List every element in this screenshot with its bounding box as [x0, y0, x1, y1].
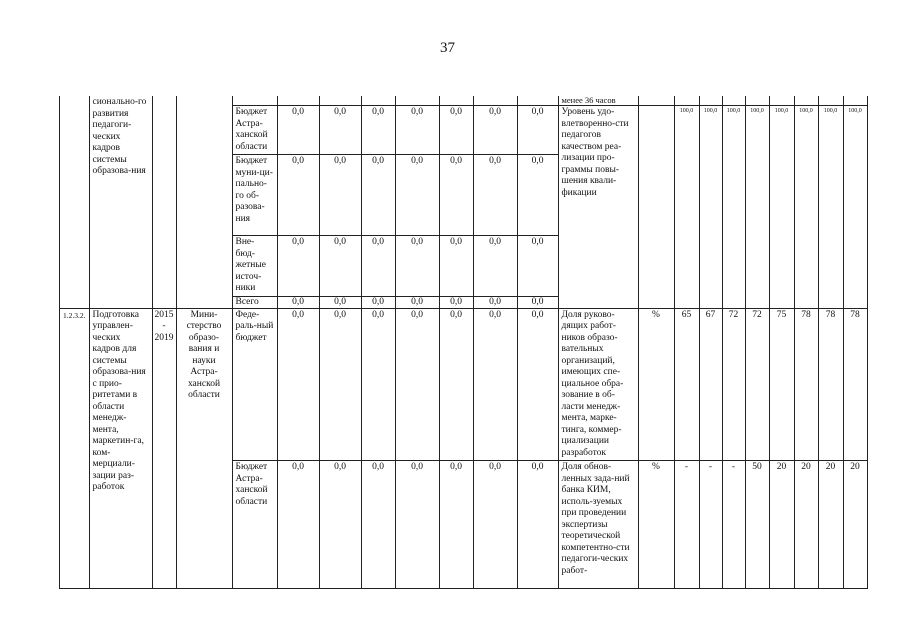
measure-code: 1.2.3.2.	[60, 308, 90, 589]
code-cell-continued	[60, 96, 90, 308]
years-cell: 2015 - 2019	[152, 308, 176, 589]
funding-source: Вне-бюд-жетные источ-ники	[232, 236, 277, 297]
funding-source: Бюджет муни-ци-пально-го об-разова-ния	[232, 155, 277, 236]
table-row: Вне-бюд-жетные источ-ники 0,0 0,0 0,0 0,0 0,0 0,0 0,0	[60, 236, 868, 297]
indicator-name: Уровень удо-влетворенно-сти педагогов качеством реа-лизации про-граммы повы-шения квали-фикации	[558, 106, 638, 309]
funding-source: Феде-раль-ный бюджет	[232, 308, 277, 461]
table-row-total: Всего 0,0 0,0 0,0 0,0 0,0 0,0 0,0	[60, 296, 868, 308]
measure-name: Подготовка управлен-ческих кадров для системы образова-ния с прио-ритетами в области менедж-мента, маркетин-га, ком-мерциали-зации раз-работок	[89, 308, 152, 589]
indicator-note: менее 36 часов	[558, 96, 638, 106]
indicator-name: Доля обнов-ленных зада-ний банка КИМ, исполь-зуемых при проведении экспертизы теоретической компетентно-сти педагоги-ческих работ-	[558, 461, 638, 589]
table-row: Бюджет Астра-ханской области 0,0 0,0 0,0 0,0 0,0 0,0 0,0 Уровень удо-влетворенно-сти педагогов качеством реа-лизации про-граммы повы-шения квали-фикации 100,0 100,0 100,0 100,0 100,0 100,0 100,0 100,0	[60, 106, 868, 155]
table-row: 1.2.3.2. Подготовка управлен-ческих кадров для системы образова-ния с прио-ритетами в области менедж-мента, маркетин-га, ком-мерциали-зации раз-работок 2015 - 2019 Мини-стерство образо-вания и науки Астра-ханской области Феде-раль-ный бюджет 0,0 0,0 0,0 0,0 0,0 0,0 0,0 Доля руково-дящих работ-ников образо-вательных организаций, имеющих спе-циальное обра-зование в об-ласти менедж-мента, марке-тинга, коммер-циализации разработок % 65 67 72 72 75 78 78 78	[60, 308, 868, 461]
indicator-name: Доля руково-дящих работ-ников образо-вательных организаций, имеющих спе-циальное обра-зование в об-ласти менедж-мента, марке-тинга, коммер-циализации разработок	[558, 308, 638, 461]
unit-cell	[638, 106, 674, 309]
unit-cell: %	[638, 461, 674, 589]
years-cell-continued	[152, 96, 176, 308]
funding-source: Бюджет Астра-ханской области	[232, 461, 277, 589]
table-row: Бюджет муни-ци-пально-го об-разова-ния 0,0 0,0 0,0 0,0 0,0 0,0 0,0	[60, 155, 868, 236]
table-row: Бюджет Астра-ханской области 0,0 0,0 0,0 0,0 0,0 0,0 0,0 Доля обнов-ленных зада-ний банка КИМ, исполь-зуемых при проведении экспертизы теоретической компетентно-сти педагоги-ческих работ- % - - - 50 20 20 20 20	[60, 461, 868, 589]
unit-cell: %	[638, 308, 674, 461]
funding-source: Всего	[232, 296, 277, 308]
page-number: 37	[440, 40, 455, 56]
executor-cell-continued	[176, 96, 232, 308]
executor-cell: Мини-стерство образо-вания и науки Астра-ханской области	[176, 308, 232, 589]
measure-name-continued: сионально-го развития педагоги-ческих кадров системы образова-ния	[89, 96, 152, 308]
program-table	[59, 96, 868, 589]
funding-source: Бюджет Астра-ханской области	[232, 106, 277, 155]
